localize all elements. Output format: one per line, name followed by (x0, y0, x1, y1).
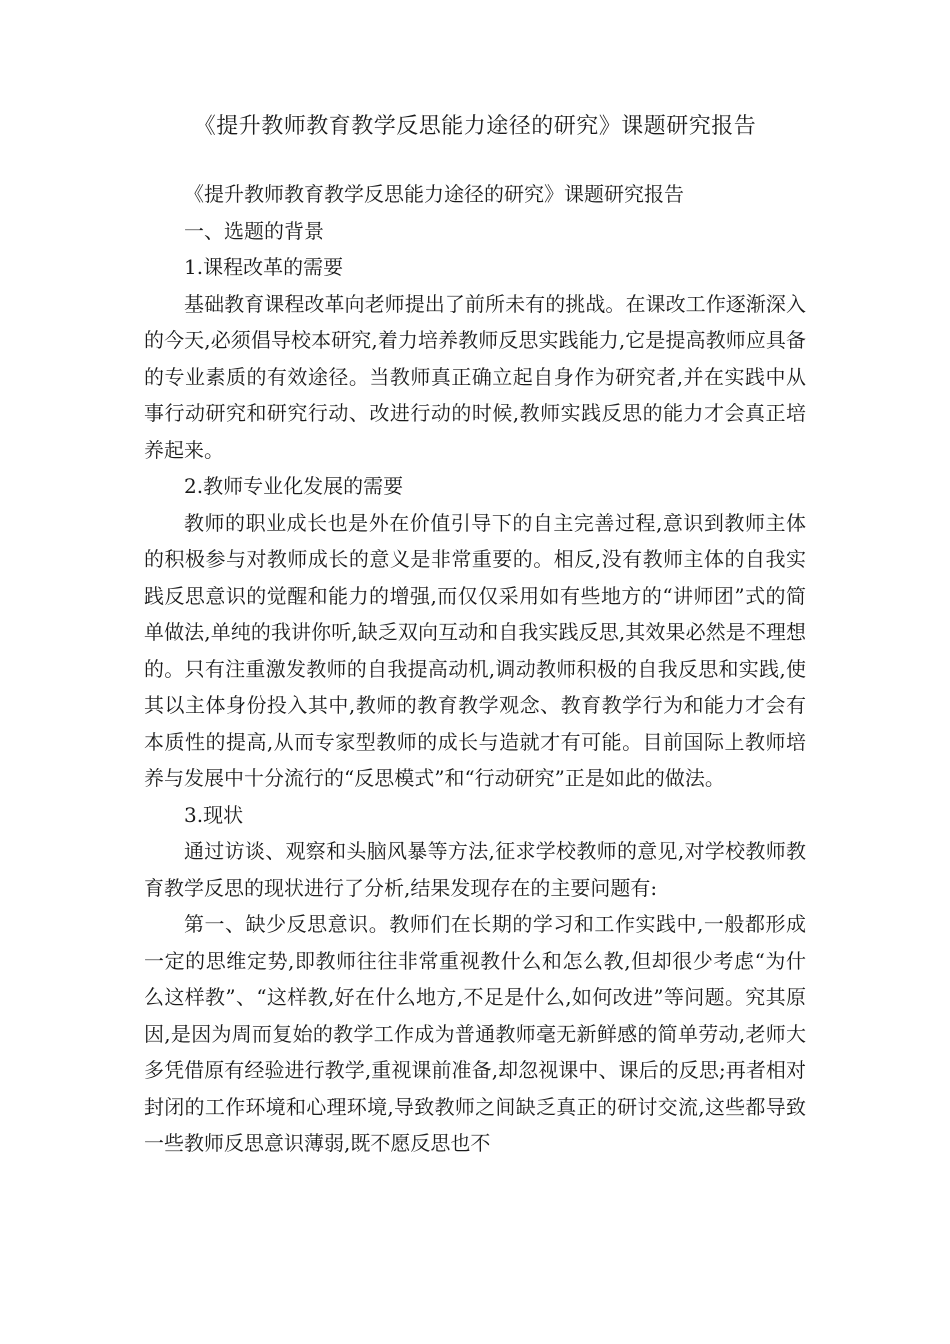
paragraph-professional-development: 教师的职业成长也是外在价值引导下的自主完善过程,意识到教师主体的积极参与对教师成长的意义是非常重要的。相反,没有教师主体的自我实践反思意识的觉醒和能力的增强,而仅仅采用如有些地方的“讲师团”式的简单做法,单纯的我讲你听,缺乏双向互动和自我实践反思,其效果必然是不理想的。只有注重激发教师的自我提高动机,调动教师积极的自我反思和实践,使其以主体身份投入其中,教师的教育教学观念、教育教学行为和能力才会有本质性的提高,从而专家型教师的成长与造就才有可能。目前国际上教师培养与发展中十分流行的“反思模式”和“行动研究”正是如此的做法。 (144, 510, 806, 790)
subheading-current-status: 3.现状 (184, 802, 244, 827)
paragraph-repeated-title: 《提升教师教育教学反思能力途径的研究》课题研究报告 (184, 182, 684, 206)
paragraph-current-status: 通过访谈、观察和头脑风暴等方法,征求学校教师的意见,对学校教师教育教学反思的现状进行了分析,结果发现存在的主要问题有: (144, 839, 806, 900)
subheading-professional-development: 2.教师专业化发展的需要 (184, 474, 404, 498)
document-title: 《提升教师教育教学反思能力途径的研究》课题研究报告 (193, 114, 757, 139)
paragraph-lack-of-reflection: 第一、缺少反思意识。教师们在长期的学习和工作实践中,一般都形成一定的思维定势,即教师往往非常重视教什么和怎么教,但却很少考虑“为什么这样教”、“这样教,好在什么地方,不足是什么,如何改进”等问题。究其原因,是因为周而复始的教学工作成为普通教师毫无新鲜感的简单劳动,老师大多凭借原有经验进行教学,重视课前准备,却忽视课中、课后的反思;再者相对封闭的工作环境和心理环境,导致教师之间缺乏真正的研讨交流,这些都导致一些教师反思意识薄弱,既不愿反思也不 (144, 912, 806, 1155)
section-heading-background: 一、选题的背景 (184, 218, 324, 243)
subheading-curriculum-reform: 1.课程改革的需要 (184, 255, 344, 279)
document-body (144, 176, 806, 1162)
paragraph-curriculum-reform: 基础教育课程改革向老师提出了前所未有的挑战。在课改工作逐渐深入的今天,必须倡导校本研究,着力培养教师反思实践能力,它是提高教师应具备的专业素质的有效途径。当教师真正确立起自身作为研究者,并在实践中从事行动研究和研究行动、改进行动的时候,教师实践反思的能力才会真正培养起来。 (144, 291, 806, 462)
